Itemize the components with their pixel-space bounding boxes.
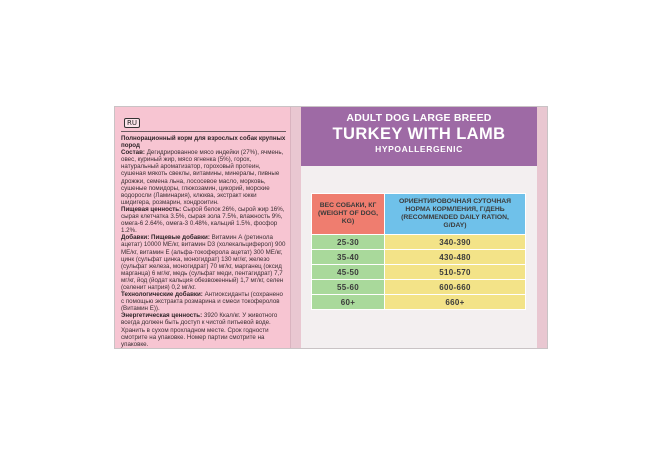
breed-title: ADULT DOG LARGE BREED bbox=[346, 112, 492, 124]
tech-additives-text: Антиоксиданты (сохранено с помощью экстракта розмарина и смеси токоферолов (Витамин E)). bbox=[121, 291, 283, 313]
additives-text: Витамин А (ретинола ацетат) 10000 МЕ/кг, витамин D3 (холекальциферол) 900 МЕ/кг, витамин E (альфа-токоферола ацетат) 300 МЕ/кг, цинк (сульфат цинка, моногидрат) 130 мг/кг, железо (сульфат железа, моногидрат) 70 мг/кг, марганец (оксид марганца) 6 мг/кг, медь (сульфат меди, пентагидрат) 7,7 мг/кг, йод (йодат кальция обезвоженный) 1,7 мг/кг, селен (селенит натрия) 0,2 мг/кг. bbox=[121, 234, 286, 291]
nutrition-paragraph: Пищевая ценность: Сырой белок 26%, сырой жир 16%, сырая клетчатка 3.5%, сырая зола 7.5%, влажность 9%, омега-6 2.64%, омега-3 0.48%, кальций 1.5%, фосфор 1.2%. bbox=[121, 205, 285, 235]
divider bbox=[121, 131, 286, 132]
weight-cell: 35-40 bbox=[312, 250, 385, 265]
composition-text: Дегидрированное мясо индейки (27%), ячмень, овес, куриный жир, мясо ягненка (5%), горох, натуральный ароматизатор, гороховый протеин, сушеная мякоть свеклы, витамины, минералы, пивные дрожжи, семена льна, лососевое масло, морковь, сушеные помидоры, глюкозамин, цикорий, морские водоросли (Ламинария), клюква, экстракт юкки шидигера, розмарин, хондроитин. bbox=[121, 149, 284, 206]
table-row bbox=[312, 280, 526, 295]
energy-text: 3920 Ккал/кг. У животного всегда должен быть доступ к чистой питьевой воде. Хранить в сухом прохладном месте. Срок годности смотрите на упаковке. Номер партии смотрите на упаковке. bbox=[121, 312, 278, 348]
ration-cell: 430-480 bbox=[385, 250, 526, 265]
product-title: Полнорационный корм для взрослых собак крупных пород bbox=[121, 135, 286, 150]
ration-cell: 660+ bbox=[385, 295, 526, 310]
weight-cell: 55-60 bbox=[312, 280, 385, 295]
product-header bbox=[301, 107, 537, 166]
product-panel bbox=[291, 107, 547, 348]
table-row bbox=[312, 235, 526, 250]
table-row bbox=[312, 295, 526, 310]
weight-cell: 25-30 bbox=[312, 235, 385, 250]
ration-cell: 510-570 bbox=[385, 265, 526, 280]
flavor-title: TURKEY WITH LAMB bbox=[332, 125, 506, 143]
weight-cell: 60+ bbox=[312, 295, 385, 310]
ration-cell: 600-660 bbox=[385, 280, 526, 295]
table-row bbox=[312, 265, 526, 280]
label-text bbox=[121, 135, 286, 348]
ration-column-header: ОРИЕНТИРОВОЧНАЯ СУТОЧНАЯ НОРМА КОРМЛЕНИЯ, Г/ДЕНЬ (RECOMMENDED DAILY RATION, G/DAY) bbox=[385, 194, 526, 235]
weight-cell: 45-50 bbox=[312, 265, 385, 280]
feeding-table bbox=[311, 193, 526, 310]
tech-additives-paragraph: Технологические добавки: Антиоксиданты (сохранено с помощью экстракта розмарина и смеси токоферолов (Витамин E)). bbox=[121, 291, 283, 313]
table-row bbox=[312, 250, 526, 265]
composition-paragraph: Состав: Дегидрированное мясо индейки (27%), ячмень, овес, куриный жир, мясо ягненка (5%), горох, натуральный ароматизатор, гороховый протеин, сушеная мякоть свеклы, витамины, минералы, пивные дрожжи, семена льна, лососевое масло, морковь, сушеные помидоры, глюкозамин, цикорий, морские водоросли (Ламинария), клюква, экстракт юкки шидигера, розмарин, хондроитин. bbox=[121, 149, 284, 206]
ration-cell: 340-390 bbox=[385, 235, 526, 250]
nutrition-text: Сырой белок 26%, сырой жир 16%, сырая клетчатка 3.5%, сырая зола 7.5%, влажность 9%, омега-6 2.64%, омега-3 0.48%, кальций 1.5%, фосфор 1.2%. bbox=[121, 205, 285, 235]
weight-column-header: ВЕС СОБАКИ, КГ (WEIGHT OF DOG, KG) bbox=[312, 194, 385, 235]
hypoallergenic-subtitle: HYPOALLERGENIC bbox=[375, 144, 463, 154]
energy-paragraph: Энергетическая ценность: 3920 Ккал/кг. У животного всегда должен быть доступ к чистой питьевой воде. Хранить в сухом прохладном месте. Срок годности смотрите на упаковке. Номер партии смотрите на упаковке. bbox=[121, 312, 278, 348]
language-badge: RU bbox=[124, 118, 140, 128]
right-stripe bbox=[537, 107, 547, 348]
package-label bbox=[114, 106, 548, 349]
info-panel bbox=[115, 107, 291, 348]
additives-paragraph: Добавки: Пищевые добавки: Витамин А (ретинола ацетат) 10000 МЕ/кг, витамин D3 (холекальциферол) 900 МЕ/кг, витамин E (альфа-токоферола ацетат) 300 МЕ/кг, цинк (сульфат цинка, моногидрат) 130 мг/кг, железо (сульфат железа, моногидрат) 70 мг/кг, марганец (оксид марганца) 6 мг/кг, медь (сульфат меди, пентагидрат) 7,7 мг/кг, йод (йодат кальция обезвоженный) 1,7 мг/кг, селен (селенит натрия) 0,2 мг/кг. bbox=[121, 234, 286, 291]
left-stripe bbox=[291, 107, 301, 348]
